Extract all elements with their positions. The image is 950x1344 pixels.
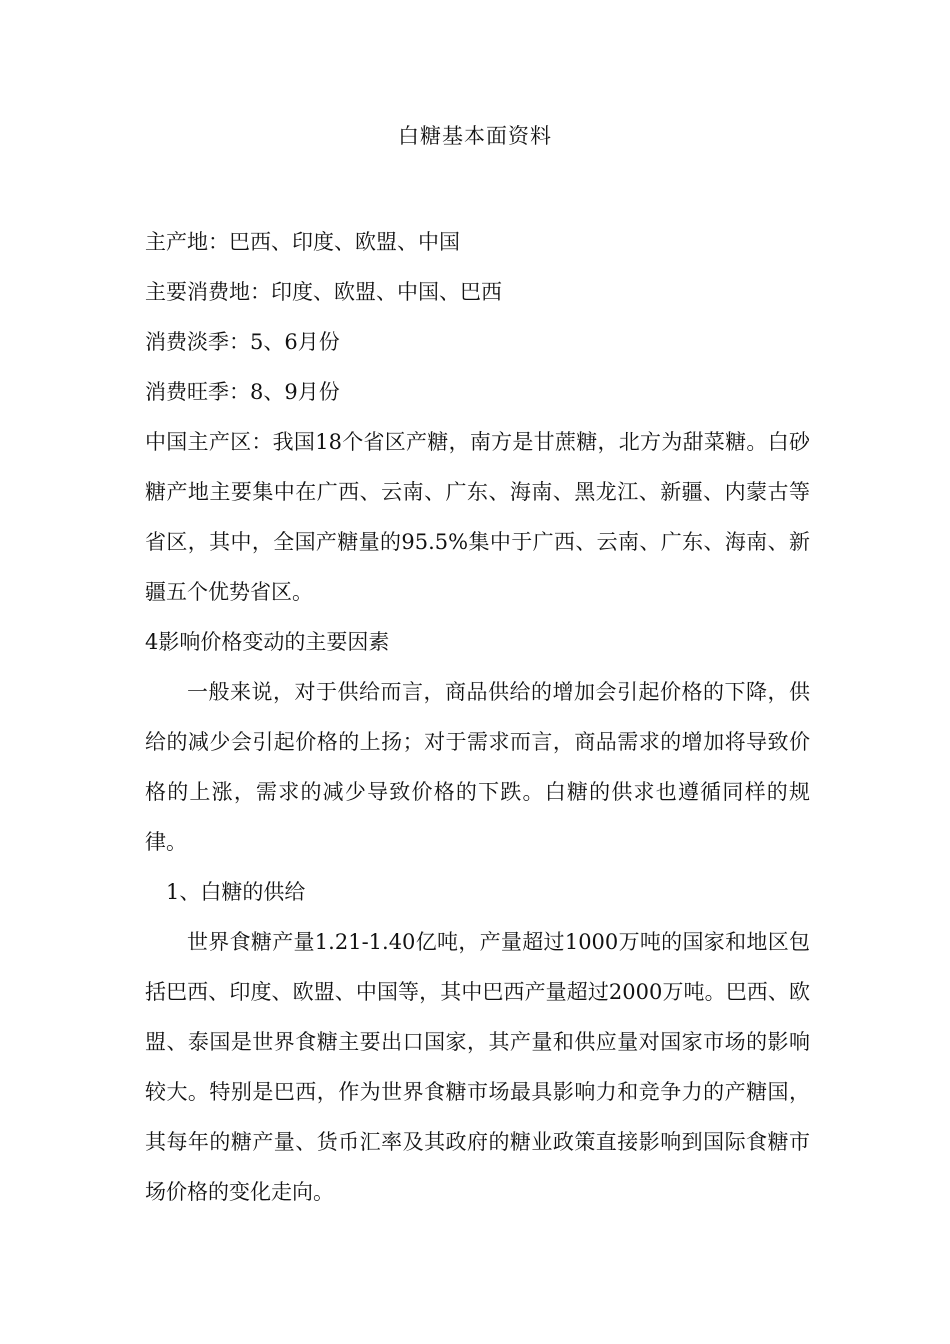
subsection-heading: 1、白糖的供给 xyxy=(166,880,306,904)
china-production-paragraph: 中国主产区：我国18个省区产糖，南方是甘蔗糖，北方为甜菜糖。白砂糖产地主要集中在广西、云南、广东、海南、黑龙江、新疆、内蒙古等省区，其中，全国产糖量的95.5%集中于广西、云南、广东、海南、新疆五个优势省区。 xyxy=(145,430,810,604)
supply-demand-intro-paragraph: 一般来说，对于供给而言，商品供给的增加会引起价格的下降，供给的减少会引起价格的上扬；对于需求而言，商品需求的增加将导致价格的上涨，需求的减少导致价格的下跌。白糖的供求也遵循同样的规律。 xyxy=(145,680,810,854)
world-supply-paragraph: 世界食糖产量1.21-1.40亿吨，产量超过1000万吨的国家和地区包括巴西、印度、欧盟、中国等，其中巴西产量超过2000万吨。巴西、欧盟、泰国是世界食糖主要出口国家，其产量和供应量对国家市场的影响较大。特别是巴西，作为世界食糖市场最具影响力和竞争力的产糖国，其每年的糖产量、货币汇率及其政府的糖业政策直接影响到国际食糖市场价格的变化走向。 xyxy=(145,930,810,1204)
section-heading: 4影响价格变动的主要因素 xyxy=(145,630,390,654)
peak-season-line: 消费旺季：8、9月份 xyxy=(145,380,340,404)
document-title: 白糖基本面资料 xyxy=(398,124,552,148)
document-body xyxy=(145,217,810,1217)
off-season-line: 消费淡季：5、6月份 xyxy=(145,330,340,354)
main-production-line: 主产地：巴西、印度、欧盟、中国 xyxy=(145,230,460,254)
main-consumption-line: 主要消费地：印度、欧盟、中国、巴西 xyxy=(145,280,502,304)
